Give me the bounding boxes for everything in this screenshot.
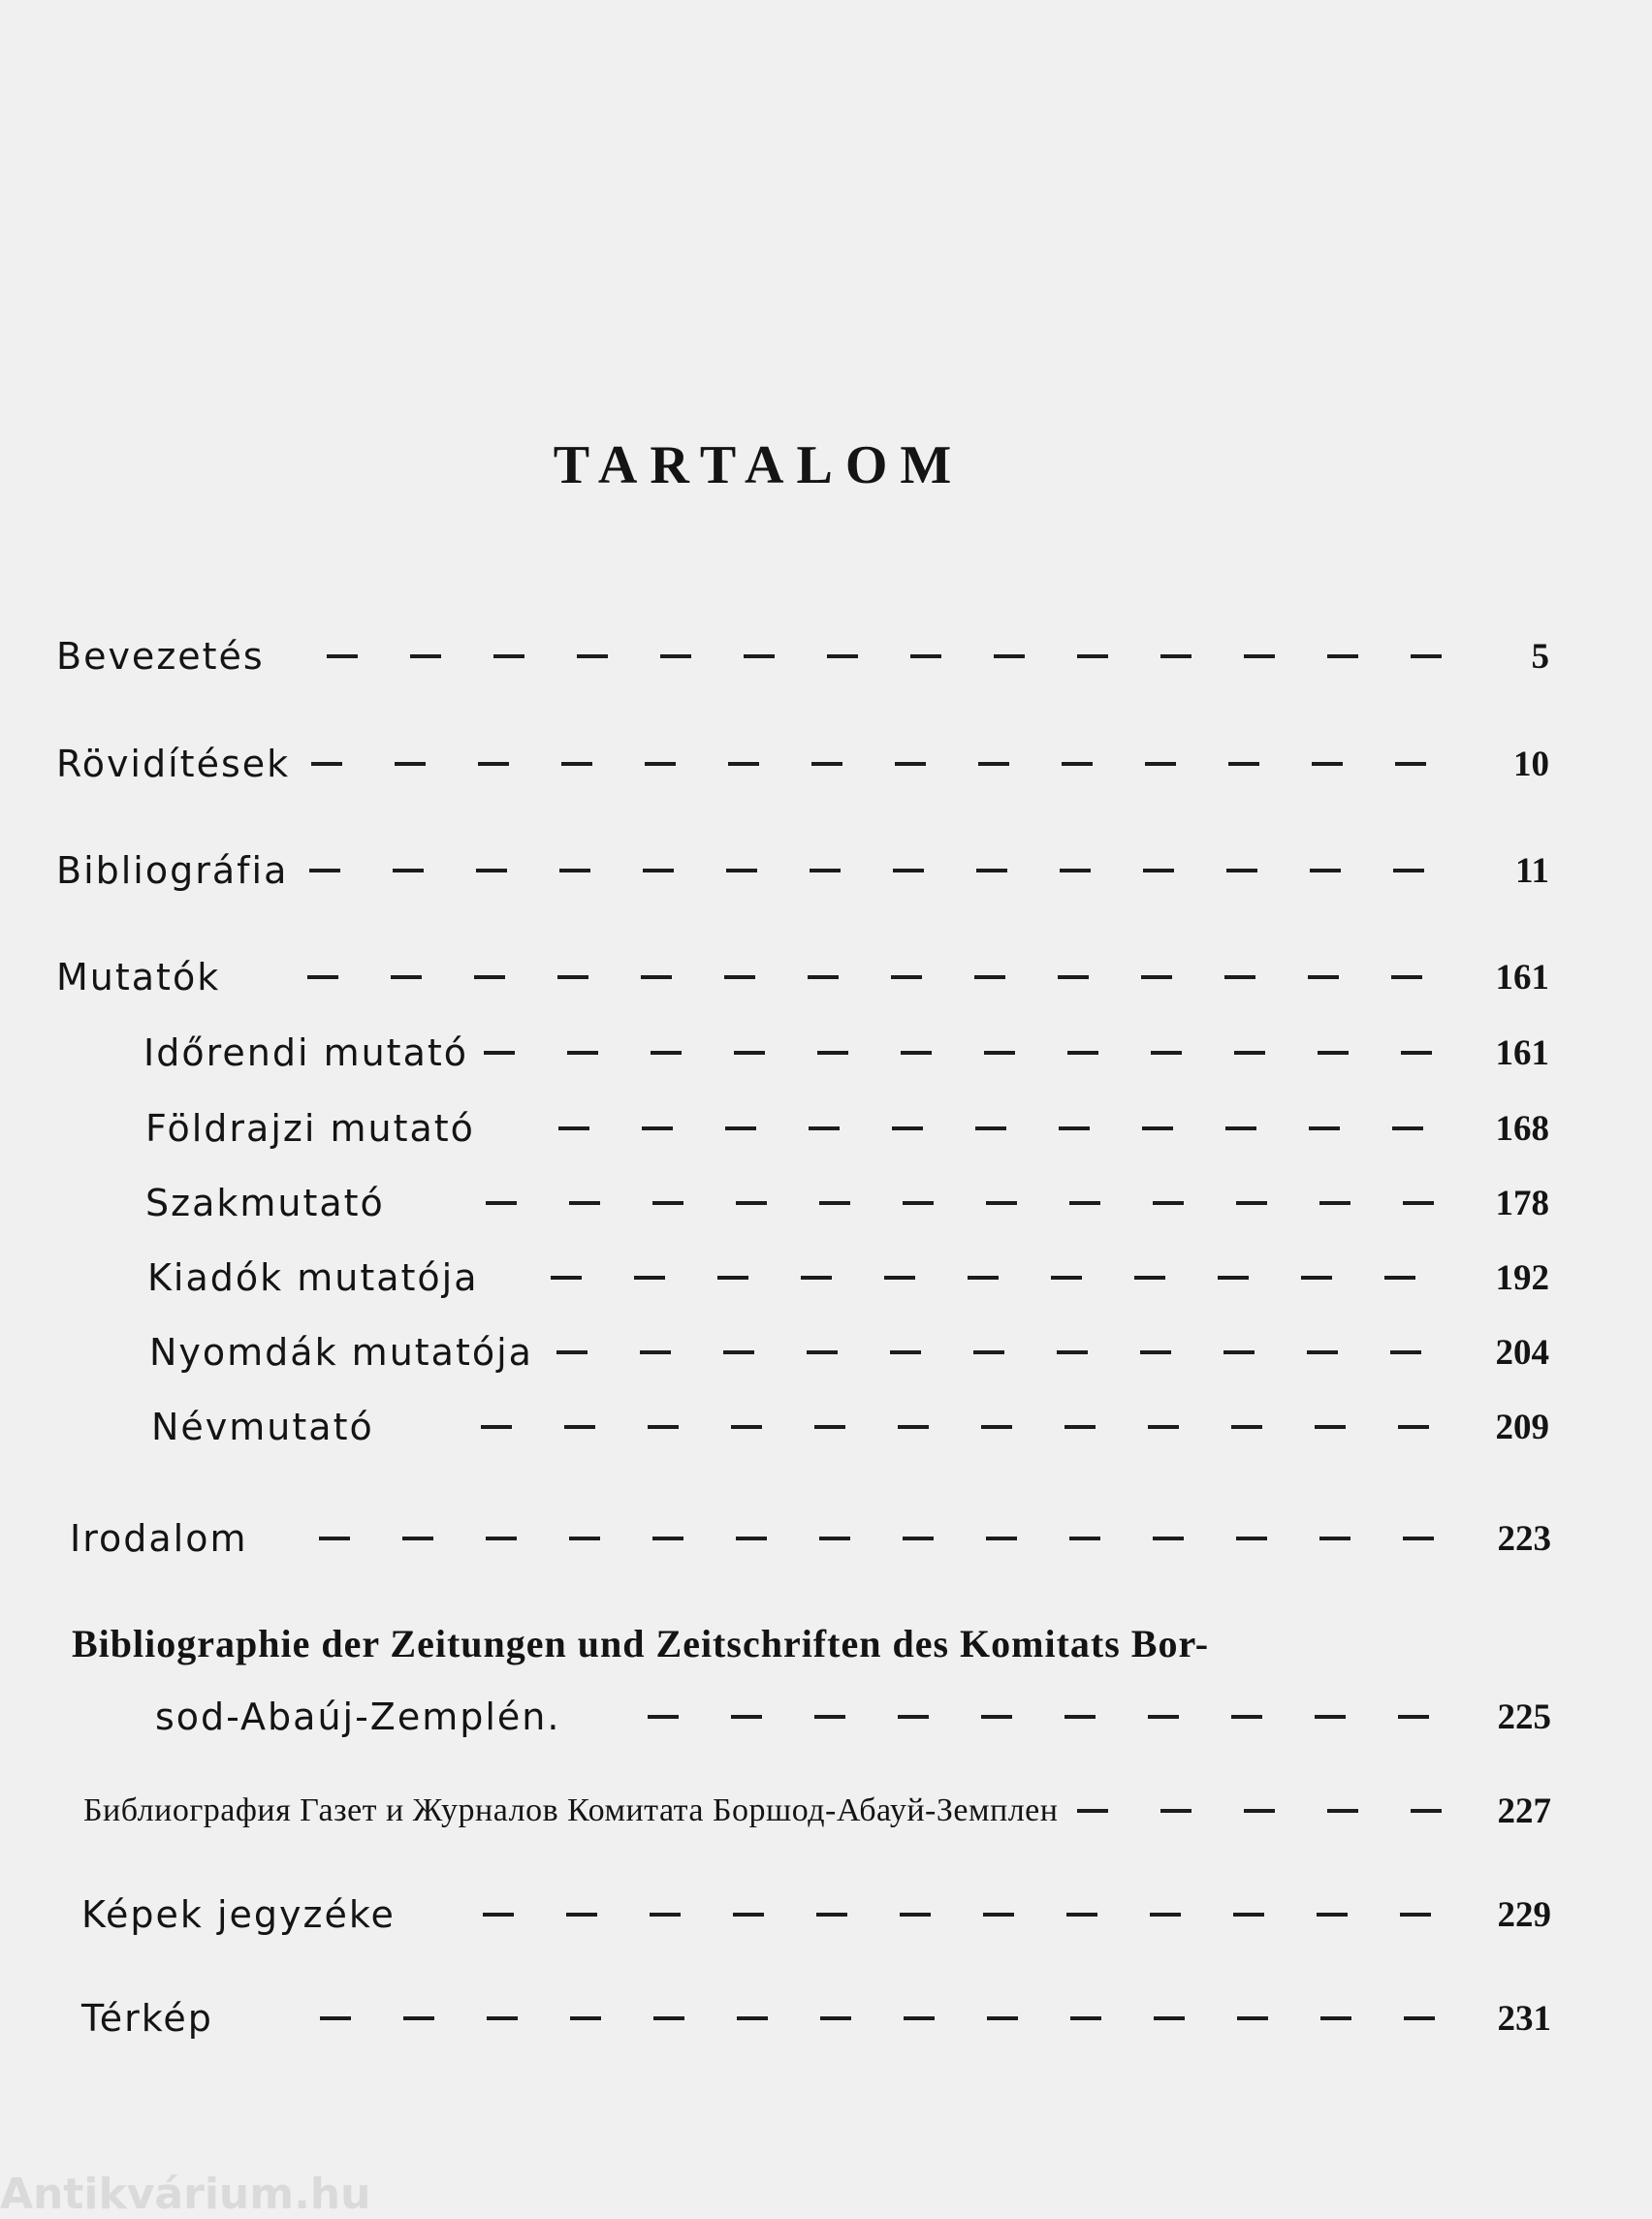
entry-label: Képek jegyzéke [81,1893,396,1936]
entry-page: 192 [1495,1257,1549,1298]
toc-entry [56,943,1549,1011]
toc-entry [155,1683,1551,1751]
toc-entry [56,622,1549,690]
entry-page: 178 [1495,1183,1549,1223]
dash-leader [483,1913,1450,1917]
entry-page: 204 [1495,1332,1549,1373]
entry-label: Irodalom [70,1517,248,1560]
dash-leader [551,1276,1449,1280]
dash-leader [648,1715,1450,1719]
entry-page: 5 [1531,636,1549,677]
entry-page: 161 [1495,957,1549,998]
entry-page: 225 [1497,1696,1551,1737]
entry-label: Földrajzi mutató [145,1107,475,1150]
entry-page: 161 [1495,1032,1549,1073]
toc-entry [143,1019,1549,1087]
dash-leader [484,1051,1448,1055]
entry-page: 231 [1497,1998,1551,2039]
watermark: Antikvárium.hu [0,2170,371,2219]
entry-label: Библиография Газет и Журналов Комитата Боршод-Абауй-Земплен [83,1792,1059,1828]
dash-leader [558,1126,1448,1130]
dash-leader [486,1201,1448,1205]
entry-label: Időrendi mutató [143,1031,469,1074]
toc-entry [56,837,1549,904]
entry-label: Kiadók mutatója [147,1256,479,1299]
entry-page: 229 [1497,1894,1551,1935]
entry-page: 227 [1497,1791,1551,1831]
toc-entry [70,1505,1551,1572]
toc-entry [145,1169,1549,1237]
entry-label: Névmutató [151,1406,374,1448]
toc-entry [56,730,1549,798]
entry-label: Szakmutató [145,1182,385,1224]
entry-page: 10 [1513,744,1549,784]
entry-label: Bevezetés [56,635,265,678]
toc-entry [81,1984,1551,2052]
toc-entry [145,1094,1549,1162]
toc-entry-line1 [72,1609,1448,1677]
dash-leader [327,654,1448,658]
toc-entry [83,1777,1551,1845]
dash-leader [320,2016,1450,2020]
entry-label: sod-Abaúj-Zemplén. [155,1696,561,1738]
toc-entry [81,1881,1551,1949]
dash-leader [307,975,1448,979]
dash-leader [309,869,1448,872]
dash-leader [319,1537,1450,1540]
entry-page: 11 [1515,850,1549,891]
entry-page: 223 [1497,1518,1551,1559]
page-title: TARTALOM [553,435,965,495]
dash-leader [481,1425,1448,1429]
toc-entry [147,1244,1549,1312]
entry-label: Bibliográfia [56,849,289,892]
entry-label: Nyomdák mutatója [149,1331,533,1374]
entry-label: Bibliographie der Zeitungen und Zeitschriften des Komitats Bor- [72,1621,1210,1665]
entry-page: 168 [1495,1108,1549,1149]
entry-label: Térkép [81,1997,213,2040]
toc-entry [151,1393,1549,1461]
entry-label: Mutatók [56,956,221,999]
dash-leader [311,762,1448,766]
dash-leader [556,1350,1448,1354]
toc-entry [149,1318,1549,1386]
entry-label: Rövidítések [56,743,291,785]
dash-leader [1077,1809,1450,1813]
entry-page: 209 [1495,1407,1549,1447]
